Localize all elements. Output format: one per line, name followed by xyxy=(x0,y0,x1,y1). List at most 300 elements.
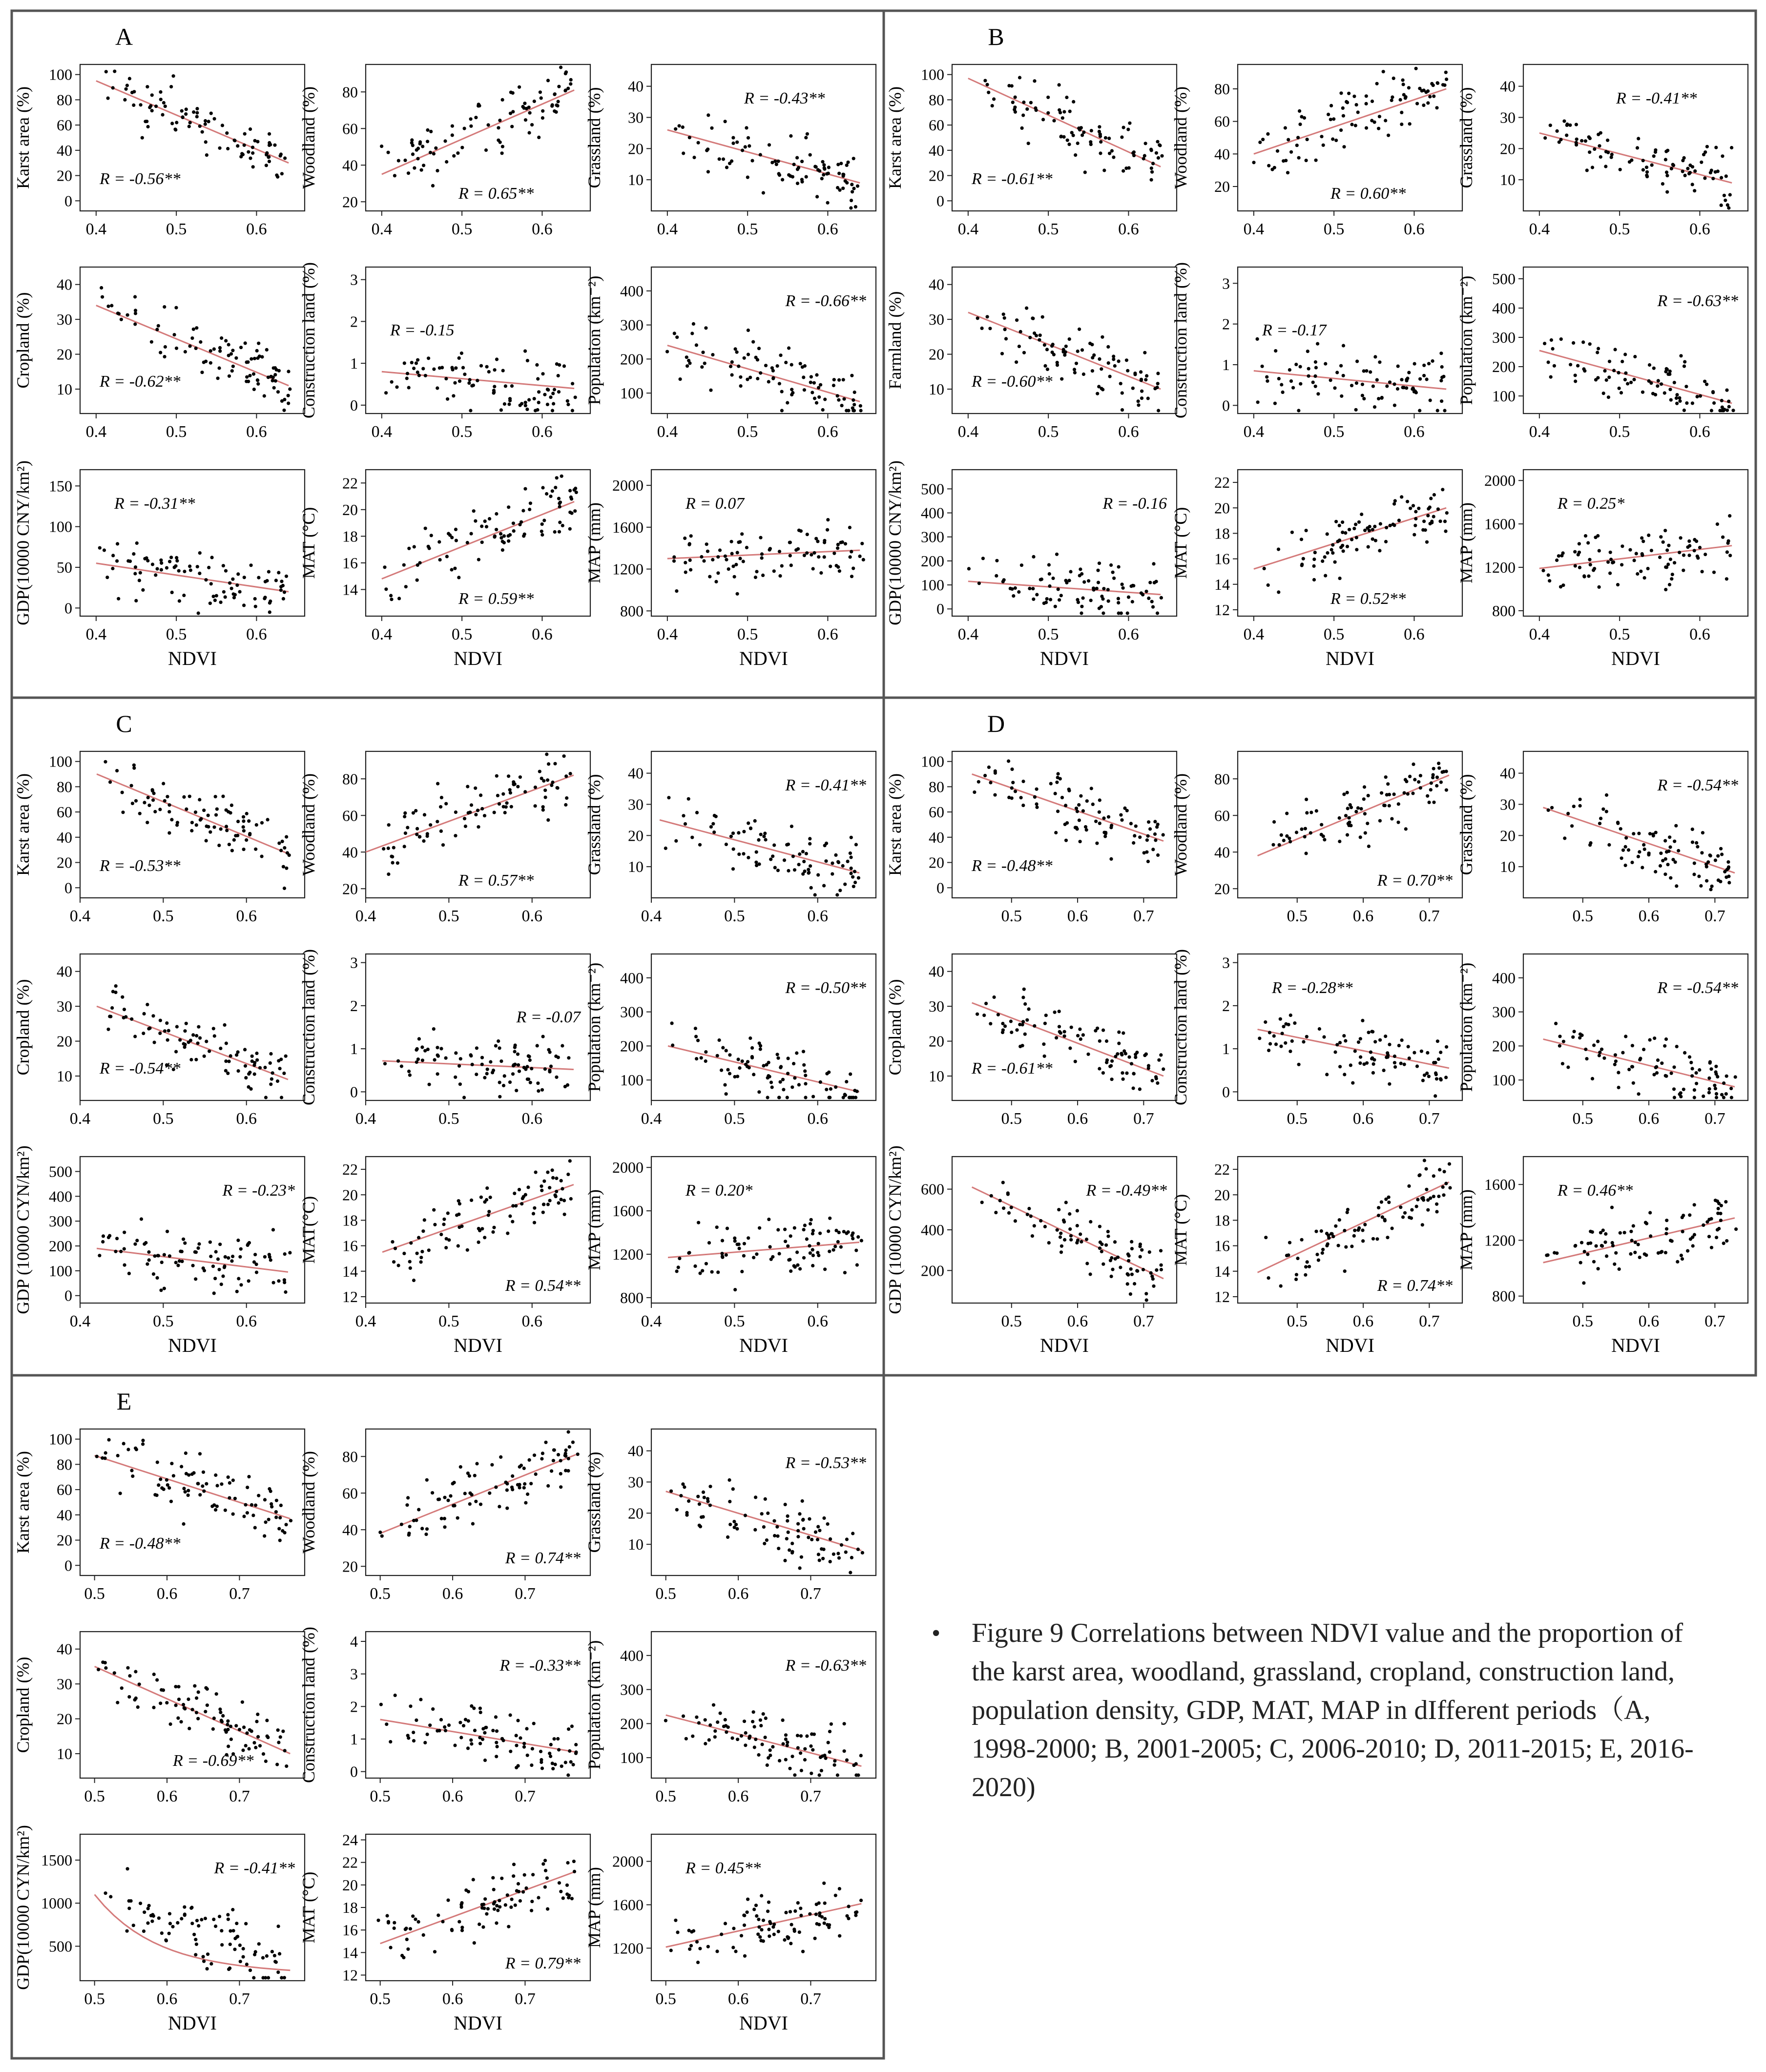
data-point xyxy=(1435,784,1438,787)
data-point xyxy=(1633,559,1636,562)
data-point xyxy=(1100,1250,1103,1253)
data-point xyxy=(1427,1075,1431,1078)
data-point xyxy=(746,1910,749,1914)
data-point xyxy=(773,1534,776,1537)
data-point xyxy=(153,810,157,813)
data-point xyxy=(249,157,252,160)
data-point xyxy=(138,812,142,815)
data-point xyxy=(1440,365,1444,369)
data-point xyxy=(485,525,488,528)
data-point xyxy=(825,1088,828,1091)
data-point xyxy=(524,1501,527,1505)
data-point xyxy=(238,590,242,594)
data-point xyxy=(412,1739,416,1742)
data-point xyxy=(174,1261,178,1264)
data-point xyxy=(194,347,198,350)
correlation-label: R = -0.23* xyxy=(222,1181,295,1200)
data-point xyxy=(822,884,826,888)
data-point xyxy=(195,1697,198,1700)
x-tick-label: 0.6 xyxy=(532,625,553,643)
data-point xyxy=(1558,1044,1561,1048)
plot-frame xyxy=(366,1632,590,1778)
data-point xyxy=(784,1738,788,1741)
data-point xyxy=(789,554,792,558)
y-tick-label: 18 xyxy=(342,1211,358,1229)
data-point xyxy=(1151,605,1155,609)
data-point xyxy=(1403,1063,1406,1066)
data-point xyxy=(1400,111,1403,114)
data-point xyxy=(123,98,126,102)
data-point xyxy=(1693,549,1696,552)
data-point xyxy=(1101,597,1104,601)
data-point xyxy=(263,1066,267,1069)
data-point xyxy=(541,1862,545,1865)
data-point xyxy=(1261,365,1264,368)
correlation-label: R = 0.54** xyxy=(505,1277,581,1295)
data-point xyxy=(1152,1285,1155,1288)
data-point xyxy=(1708,1087,1711,1091)
data-point xyxy=(415,1048,418,1052)
data-point xyxy=(127,1695,131,1699)
data-point xyxy=(1087,579,1090,582)
data-point xyxy=(1015,360,1018,364)
data-point xyxy=(751,340,755,344)
data-point xyxy=(450,1928,454,1932)
data-point xyxy=(1572,341,1575,345)
data-point xyxy=(535,363,539,367)
data-point xyxy=(744,1513,747,1517)
data-point xyxy=(1415,1064,1419,1068)
data-point xyxy=(786,1072,790,1075)
y-axis-label: Cropland (%) xyxy=(13,979,33,1076)
data-point xyxy=(205,1040,208,1043)
data-point xyxy=(192,328,195,331)
data-point xyxy=(1101,1071,1105,1075)
data-point xyxy=(480,524,483,528)
x-tick-label: 0.5 xyxy=(1323,625,1345,643)
data-point xyxy=(1363,1223,1367,1226)
data-point xyxy=(982,1014,986,1017)
data-point xyxy=(1637,855,1640,858)
data-point xyxy=(511,1220,514,1223)
data-point xyxy=(557,1748,561,1751)
data-point xyxy=(437,1729,441,1732)
data-point xyxy=(1714,1087,1717,1090)
data-point xyxy=(541,805,545,808)
data-point xyxy=(437,540,441,543)
data-point xyxy=(704,1718,707,1721)
data-point xyxy=(226,1728,229,1731)
data-point xyxy=(1126,1273,1130,1277)
data-point xyxy=(689,534,693,538)
data-point xyxy=(1361,1228,1364,1232)
data-point xyxy=(787,843,790,846)
data-point xyxy=(1632,1081,1635,1085)
data-points xyxy=(665,322,863,413)
data-point xyxy=(797,863,801,866)
data-point xyxy=(1097,581,1100,584)
data-point xyxy=(1023,1002,1027,1006)
y-tick-label: 60 xyxy=(57,1481,72,1499)
data-point xyxy=(495,357,499,361)
data-point xyxy=(450,366,454,369)
data-point xyxy=(1423,1159,1426,1162)
data-point xyxy=(799,529,803,533)
data-point xyxy=(1009,1019,1013,1023)
data-point xyxy=(129,1899,133,1903)
data-point xyxy=(451,133,454,137)
correlation-label: R = -0.43** xyxy=(744,89,825,107)
data-point xyxy=(739,375,742,379)
data-point xyxy=(1059,1232,1062,1235)
data-point xyxy=(1724,174,1728,178)
data-point xyxy=(232,1929,235,1932)
data-point xyxy=(1696,845,1699,849)
data-point xyxy=(1668,835,1671,839)
data-point xyxy=(1366,526,1369,530)
data-point xyxy=(1325,1244,1329,1247)
data-point xyxy=(1099,140,1102,144)
data-point xyxy=(1098,822,1101,825)
data-point xyxy=(1400,1038,1404,1042)
data-point xyxy=(105,576,109,579)
data-point xyxy=(1636,572,1639,576)
y-tick-label: 40 xyxy=(1500,77,1516,95)
data-point xyxy=(432,1208,436,1212)
data-point xyxy=(1080,605,1083,608)
data-point xyxy=(803,1758,807,1761)
data-point xyxy=(1650,164,1654,167)
data-point xyxy=(225,131,229,135)
data-point xyxy=(1078,1028,1081,1031)
data-point xyxy=(1047,563,1051,566)
data-point xyxy=(1287,1023,1290,1026)
data-point xyxy=(422,1933,425,1937)
data-point xyxy=(1660,382,1663,386)
y-tick-label: 100 xyxy=(49,1430,72,1448)
data-point xyxy=(1156,140,1159,144)
data-point xyxy=(1435,1202,1438,1206)
data-point xyxy=(159,98,163,101)
data-point xyxy=(1638,1256,1641,1259)
data-point xyxy=(557,85,561,88)
data-point xyxy=(786,1514,790,1518)
data-point xyxy=(1663,1044,1666,1048)
data-point xyxy=(808,1517,811,1521)
data-point xyxy=(1285,1254,1288,1257)
data-point xyxy=(1021,114,1025,117)
data-point xyxy=(1146,860,1150,863)
data-point xyxy=(212,1918,215,1921)
data-point xyxy=(692,156,696,159)
data-point xyxy=(1396,821,1400,824)
data-point xyxy=(208,1241,212,1244)
data-point xyxy=(1344,1245,1348,1249)
data-point xyxy=(1014,789,1017,793)
data-point xyxy=(1162,833,1165,836)
data-point xyxy=(1135,1051,1139,1054)
data-point xyxy=(1562,1040,1565,1043)
data-point xyxy=(1147,1067,1150,1070)
data-point xyxy=(134,799,138,803)
data-point xyxy=(238,1944,242,1947)
data-point xyxy=(1272,1034,1276,1037)
data-point xyxy=(728,1500,731,1503)
data-point xyxy=(180,109,184,113)
data-point xyxy=(1261,138,1265,141)
data-point xyxy=(702,559,706,562)
data-point xyxy=(1669,558,1672,561)
data-point xyxy=(267,155,270,159)
data-point xyxy=(459,1465,462,1469)
data-point xyxy=(828,1923,831,1927)
data-point xyxy=(478,1736,481,1739)
data-point xyxy=(404,831,407,835)
data-point xyxy=(684,571,687,574)
data-point xyxy=(725,843,728,846)
data-point xyxy=(1062,135,1066,139)
x-tick-label: 0.6 xyxy=(1118,625,1139,643)
y-tick-label: 80 xyxy=(57,1455,72,1473)
data-point xyxy=(706,1497,709,1500)
data-point xyxy=(776,869,780,872)
data-point xyxy=(524,1886,528,1890)
data-point xyxy=(261,1956,265,1960)
data-point xyxy=(1267,1276,1270,1280)
data-point xyxy=(416,358,419,362)
data-point xyxy=(1550,338,1553,342)
data-point xyxy=(283,156,287,160)
data-point xyxy=(835,893,839,896)
data-point xyxy=(467,1719,470,1722)
data-point xyxy=(1076,1239,1080,1242)
data-point xyxy=(802,1256,806,1260)
data-point xyxy=(1571,1036,1575,1039)
data-point xyxy=(1145,374,1148,377)
data-point xyxy=(188,121,192,124)
y-tick-label: 200 xyxy=(1492,358,1516,375)
data-point xyxy=(479,1711,482,1714)
data-point xyxy=(216,1484,219,1487)
data-point xyxy=(1636,146,1639,149)
data-point xyxy=(492,1888,496,1891)
data-point xyxy=(269,1061,272,1065)
data-point xyxy=(482,1903,485,1906)
data-point xyxy=(1607,843,1611,847)
data-point xyxy=(1369,1051,1372,1054)
scatter-chart xyxy=(584,1157,876,1356)
data-point xyxy=(1117,597,1120,601)
data-point xyxy=(729,835,733,838)
data-point xyxy=(845,1759,849,1762)
data-points xyxy=(1541,514,1732,591)
data-point xyxy=(1663,529,1667,532)
x-tick-label: 0.5 xyxy=(451,220,473,238)
y-tick-label: 40 xyxy=(57,1506,72,1524)
data-point xyxy=(218,1707,222,1711)
data-point xyxy=(1342,145,1346,148)
data-point xyxy=(1046,96,1050,99)
y-tick-label: 20 xyxy=(342,1557,358,1575)
data-point xyxy=(1439,352,1443,355)
data-point xyxy=(408,1525,412,1528)
data-point xyxy=(553,1193,557,1197)
data-point xyxy=(268,1253,271,1256)
data-point xyxy=(776,1228,780,1231)
data-point xyxy=(1316,392,1320,395)
data-point xyxy=(1089,143,1093,146)
data-point xyxy=(1604,165,1607,168)
data-point xyxy=(123,1247,126,1250)
data-point xyxy=(120,318,123,321)
data-point xyxy=(1109,857,1113,861)
data-point xyxy=(1001,580,1005,583)
data-point xyxy=(760,556,764,559)
data-point xyxy=(1329,118,1332,121)
data-point xyxy=(729,365,732,368)
data-point xyxy=(247,1279,250,1283)
data-point xyxy=(1077,601,1080,604)
data-point xyxy=(1387,1196,1391,1199)
data-point xyxy=(104,70,108,73)
data-point xyxy=(1027,1007,1031,1011)
data-point xyxy=(574,395,577,399)
data-point xyxy=(1667,850,1671,853)
data-point xyxy=(805,175,808,179)
data-point xyxy=(474,813,478,816)
data-point xyxy=(1106,1230,1110,1233)
data-point xyxy=(833,1245,837,1248)
data-point xyxy=(1143,1054,1146,1057)
data-point xyxy=(724,555,727,558)
data-point xyxy=(1607,375,1611,379)
data-point xyxy=(664,1719,667,1722)
y-axis-label: Construction land (%) xyxy=(299,1627,318,1783)
y-axis-label: Population (km⁻²) xyxy=(1456,275,1476,405)
data-point xyxy=(744,1743,747,1747)
data-point xyxy=(1619,1231,1622,1235)
data-point xyxy=(1720,852,1724,856)
data-point xyxy=(810,1538,813,1541)
data-point xyxy=(1396,387,1399,391)
data-point xyxy=(674,1919,677,1922)
y-tick-label: 2 xyxy=(1222,315,1230,333)
y-tick-label: 100 xyxy=(1492,1071,1516,1089)
y-axis-label: Karst area (%) xyxy=(885,773,905,876)
data-point xyxy=(220,1929,223,1932)
data-point xyxy=(1611,1244,1615,1247)
data-point xyxy=(477,558,480,561)
data-point xyxy=(842,397,846,401)
y-tick-label: 300 xyxy=(620,1003,644,1021)
data-point xyxy=(150,93,154,97)
data-point xyxy=(1331,1235,1335,1238)
y-tick-label: 16 xyxy=(342,1921,358,1939)
data-point xyxy=(1113,1240,1117,1243)
data-point xyxy=(1673,840,1676,843)
data-point xyxy=(1665,565,1668,569)
data-point xyxy=(682,814,685,817)
data-point xyxy=(185,1022,188,1025)
data-point xyxy=(1664,1075,1668,1078)
data-point xyxy=(1033,1224,1036,1227)
data-point xyxy=(1633,355,1637,358)
data-point xyxy=(397,159,400,163)
data-point xyxy=(1654,393,1657,396)
data-point xyxy=(1365,369,1368,373)
data-point xyxy=(1305,798,1308,801)
data-point xyxy=(1150,600,1154,603)
x-tick-label: 0.6 xyxy=(532,423,553,441)
data-point xyxy=(564,774,568,778)
data-point xyxy=(1585,168,1589,172)
data-point xyxy=(716,1270,720,1274)
data-point xyxy=(1621,849,1625,852)
data-point xyxy=(1279,1045,1283,1048)
data-point xyxy=(1438,519,1442,523)
y-tick-label: 1200 xyxy=(612,560,644,578)
y-tick-label: 20 xyxy=(342,1876,358,1894)
data-point xyxy=(837,398,840,402)
data-point xyxy=(1393,1061,1396,1064)
data-point xyxy=(1007,84,1011,87)
data-point xyxy=(782,1088,785,1091)
data-point xyxy=(214,1508,217,1512)
data-point xyxy=(1707,1235,1711,1238)
data-point xyxy=(1654,148,1657,152)
data-point xyxy=(175,1025,179,1028)
x-axis-label: NDVI xyxy=(168,1334,217,1356)
data-points xyxy=(669,1882,863,1964)
data-point xyxy=(250,1729,253,1733)
data-point xyxy=(557,374,560,377)
data-point xyxy=(1270,168,1274,171)
fit-line xyxy=(380,1455,576,1533)
data-point xyxy=(198,1452,202,1455)
data-point xyxy=(183,1029,187,1033)
data-point xyxy=(483,1897,487,1901)
data-point xyxy=(827,166,831,169)
correlation-label: R = -0.17 xyxy=(1262,321,1327,339)
data-point xyxy=(832,384,835,387)
data-point xyxy=(760,552,764,556)
data-point xyxy=(1659,1251,1662,1254)
data-point xyxy=(163,799,166,803)
data-point xyxy=(834,1229,838,1232)
data-point xyxy=(540,522,544,526)
data-point xyxy=(742,559,745,563)
correlation-label: R = 0.74** xyxy=(1377,1277,1453,1295)
data-point xyxy=(1445,511,1449,515)
x-tick-label: 0.5 xyxy=(1609,625,1630,643)
data-point xyxy=(248,832,251,835)
data-point xyxy=(232,838,236,842)
data-point xyxy=(506,1232,509,1235)
data-point xyxy=(262,1752,265,1756)
data-point xyxy=(1656,1058,1660,1062)
data-point xyxy=(488,1492,491,1495)
data-point xyxy=(829,1087,832,1091)
data-point xyxy=(164,104,167,108)
data-point xyxy=(1693,1088,1696,1092)
data-point xyxy=(685,1737,688,1740)
data-point xyxy=(772,1519,776,1523)
data-point xyxy=(429,130,433,133)
data-point xyxy=(852,398,855,402)
data-point xyxy=(852,1763,855,1767)
y-tick-label: 14 xyxy=(342,1262,358,1280)
data-point xyxy=(458,379,461,383)
